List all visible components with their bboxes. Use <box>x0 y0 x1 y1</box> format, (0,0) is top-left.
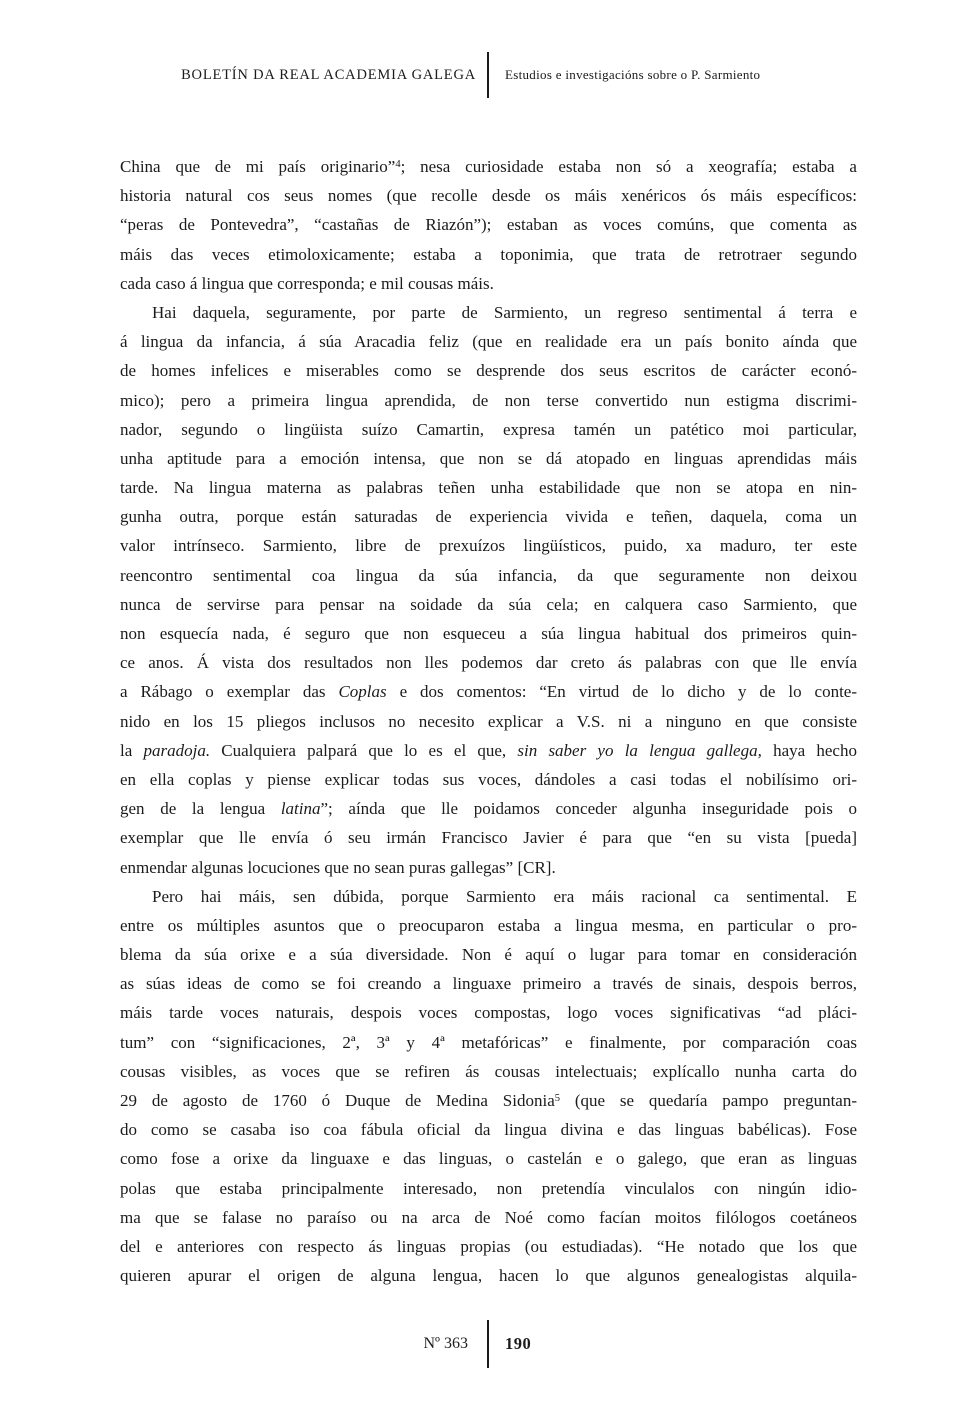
body-line: la paradoja. Cualquiera palpará que lo es el que, sin saber yo la lengua gallega, haya hecho <box>120 740 857 760</box>
body-line: máis das veces etimoloxicamente; estaba a toponimia, que trata de retrotraer segundo <box>120 244 857 264</box>
section-title: Estudios e investigacións sobre o P. Sarmiento <box>505 67 761 82</box>
body-line: do como se casaba iso coa fábula oficial da lingua divina e das linguas babélicas). Fose <box>120 1120 857 1140</box>
body-line: como fose a orixe da linguaxe e das linguas, o castelán e o galego, que eran as linguas <box>120 1149 857 1169</box>
body-line: quieren apurar el origen de alguna lengua, hacen lo que algunos genealogistas alquila- <box>120 1266 857 1286</box>
paragraph <box>120 298 857 882</box>
body-line: gunha outra, porque están saturadas de experiencia vivida e teñen, daquela, coma un <box>120 507 857 527</box>
body-line: valor intrínseco. Sarmiento, libre de prexuízos lingüísticos, puido, xa maduro, ter este <box>120 536 857 556</box>
body-line: entre os múltiples asuntos que o preocuparon estaba a lingua mesma, en particular o pro- <box>120 915 857 935</box>
body-line: Hai daquela, seguramente, por parte de Sarmiento, un regreso sentimental á terra e <box>152 302 857 322</box>
body-line: nador, segundo o lingüista suízo Camartin, expresa tamén un patético moi particular, <box>120 419 857 439</box>
issue-number: Nº 363 <box>423 1335 468 1352</box>
body-line: cada caso á lingua que corresponda; e mil cousas máis. <box>120 273 494 293</box>
body-line: polas que estaba principalmente interesado, non pretendía vinculalos con ningún idio- <box>120 1178 857 1198</box>
body-line: “peras de Pontevedra”, “castañas de Riazón”); estaban as voces comúns, que comenta as <box>120 215 857 235</box>
body-line: blema da súa orixe e a súa diversidade. Non é aquí o lugar para tomar en consideración <box>120 945 857 965</box>
page-footer <box>0 1320 975 1368</box>
paragraph <box>120 152 857 298</box>
journal-title: BOLETÍN DA REAL ACADEMIA GALEGA <box>181 66 476 83</box>
body-line: tarde. Na lingua materna as palabras teñen unha estabilidade que non se atopa en nin- <box>120 478 857 498</box>
body-line: enmendar algunas locuciones que no sean puras gallegas” [CR]. <box>120 857 556 877</box>
body-line: a Rábago o exemplar das Coplas e dos comentos: “En virtud de lo dicho y de lo conte- <box>120 682 857 702</box>
body-line: máis tarde voces naturais, despois voces compostas, logo voces significativas “ad pláci- <box>120 1003 857 1023</box>
body-line: cousas visibles, as voces que se refiren ás cousas intelectuais; explícallo nunha carta do <box>120 1061 857 1081</box>
body-line: as súas ideas de como se foi creando a linguaxe primeiro a través de sinais, despois berros, <box>120 974 857 994</box>
body-line: exemplar que lle envía ó seu irmán Francisco Javier é para que “en su vista [pueda] <box>120 828 857 848</box>
body-line: nunca de servirse para pensar na soidade da súa cela; en calquera caso Sarmiento, que <box>120 594 857 614</box>
body-line: reencontro sentimental coa lingua da súa infancia, da que seguramente non deixou <box>120 565 857 585</box>
body-line: en ella coplas y piense explicar todas sus voces, dándoles a casi todas el nobilísimo ori- <box>120 769 857 789</box>
body-line: á lingua da infancia, á súa Aracadia feliz (que en realidade era un país bonito aínda que <box>120 332 857 352</box>
body-line: 29 de agosto de 1760 ó Duque de Medina Sidonia$^5$ (que se quedaría pampo preguntan- <box>120 1091 858 1110</box>
page-number: 190 <box>505 1334 532 1353</box>
footnote-reference: 5 <box>554 1093 561 1105</box>
footnote-reference: 4 <box>395 159 401 171</box>
body-line: Pero hai máis, sen dúbida, porque Sarmiento era máis racional ca sentimental. E <box>152 886 857 906</box>
body-line: non esquecía nada, é seguro que non esqueceu a súa lingua habitual dos primeiros quin- <box>120 624 857 643</box>
body-line: unha aptitude para a emoción intensa, que non se dá atopado en linguas aprendidas máis <box>120 448 857 468</box>
body-line: historia natural cos seus nomes (que recolle desde os máis xenéricos ós máis específicos: <box>120 186 857 206</box>
body-line: tum” con “significaciones, 2ª, 3ª y 4ª metafóricas” e finalmente, por comparación coas <box>120 1032 857 1052</box>
body-line: de homes infelices e miserables como se desprende dos seus escritos de carácter econó- <box>120 361 857 381</box>
body-line: mico); pero a primeira lingua aprendida, de non terse convertido nun estigma discrimi- <box>120 390 857 410</box>
article-body <box>120 152 857 1290</box>
body-line: ce anos. Á vista dos resultados non lles podemos dar creto ás palabras con que lle envía <box>120 653 857 673</box>
body-line: China que de mi país originario”$^4$; nesa curiosidade estaba non só a xeografía; estaba a <box>120 157 857 176</box>
paragraph <box>120 882 857 1291</box>
body-line: gen de la lengua latina”; aínda que lle poidamos conceder algunha inseguridade pois o <box>120 799 857 819</box>
body-line: nido en los 15 pliegos inclusos no necesito explicar a V.S. ni a ninguno en que consiste <box>120 711 857 731</box>
body-line: ma que se falase no paraíso ou na arca de Noé como facían moitos filólogos coetáneos <box>120 1207 857 1227</box>
body-line: del e anteriores con respecto ás linguas propias (ou estudiadas). “He notado que los que <box>120 1236 857 1256</box>
page-header <box>0 52 975 98</box>
